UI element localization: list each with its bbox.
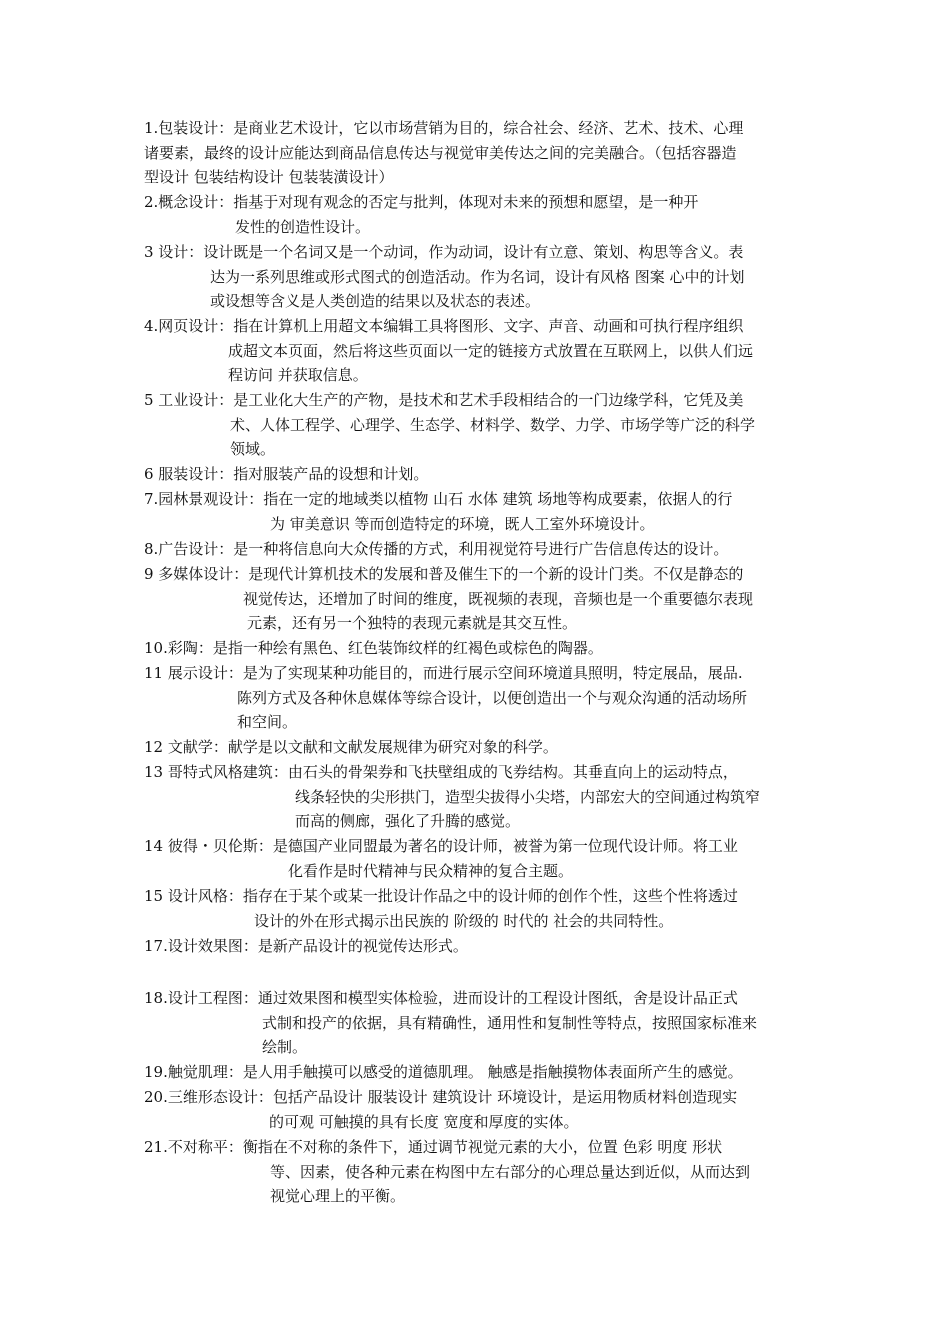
- entry-line: 达为一系列思维或形式图式的创造活动。作为名词，设计有风格 图案 心中的计划: [210, 267, 745, 286]
- definition-entry-3: [144, 240, 810, 314]
- entry-line: 14 彼得・贝伦斯：是德国产业同盟最为著名的设计师，被誉为第一位现代设计师。将工业: [144, 837, 738, 855]
- definition-entry-21: [144, 1135, 810, 1209]
- definition-entry-10: [144, 636, 810, 661]
- entry-line: 视觉心理上的平衡。: [270, 1187, 406, 1205]
- entry-line: 20.三维形态设计：包括产品设计 服装设计 建筑设计 环境设计，是运用物质材料创造现实: [144, 1088, 738, 1106]
- entry-line: 绘制。: [262, 1038, 308, 1056]
- entry-line: 化看作是时代精神与民众精神的复合主题。: [288, 861, 574, 880]
- entry-line: 陈列方式及各种休息媒体等综合设计，以便创造出一个与观众沟通的活动场所: [237, 688, 748, 707]
- entry-line: 18.设计工程图：通过效果图和模型实体检验，进而设计的工程设计图纸，舍是设计品正式: [144, 989, 738, 1007]
- entry-line: 的可观 可触摸的具有长度 宽度和厚度的实体。: [269, 1112, 579, 1131]
- entry-line: 程访问 并获取信息。: [228, 366, 368, 384]
- definition-entry-19: [144, 1060, 810, 1085]
- entry-line: 或设想等含义是人类创造的结果以及状态的表述。: [210, 292, 541, 310]
- entry-line: 6 服装设计：指对服装产品的设想和计划。: [144, 465, 429, 483]
- definition-entry-15: [144, 884, 810, 933]
- entry-line: 型设计 包装结构设计 包装装潢设计）: [144, 168, 394, 186]
- definition-entry-1: [144, 116, 810, 190]
- entry-line: 3 设计：设计既是一个名词又是一个动词，作为动词，设计有立意、策划、构思等含义。表: [144, 243, 744, 261]
- entry-line: 17.设计效果图：是新产品设计的视觉传达形式。: [144, 937, 468, 955]
- definition-entry-6: [144, 462, 810, 487]
- entry-line: 21.不对称平：衡指在不对称的条件下，通过调节视觉元素的大小，位置 色彩 明度 形状: [144, 1138, 723, 1156]
- entry-line: 术、人体工程学、心理学、生态学、材料学、数学、力学、市场学等广泛的科学: [230, 415, 756, 434]
- entry-line: 13 哥特式风格建筑：由石头的骨架券和飞扶壁组成的飞券结构。其垂直向上的运动特点，: [144, 763, 738, 781]
- definition-entry-11: [144, 661, 810, 735]
- entry-line: 4.网页设计：指在计算机上用超文本编辑工具将图形、文字、声音、动画和可执行程序组织: [144, 317, 744, 335]
- entry-line: 视觉传达，还增加了时间的维度，既视频的表现，音频也是一个重要德尔表现: [243, 589, 754, 608]
- entry-line: 领域。: [230, 440, 276, 458]
- definition-entry-18: [144, 986, 810, 1060]
- definition-entry-12: [144, 735, 810, 760]
- definition-entry-7: [144, 487, 810, 536]
- definition-entry-2: [144, 190, 810, 239]
- entry-line: 线条轻快的尖形拱门，造型尖拔得小尖塔，内部宏大的空间通过构筑窄: [295, 787, 761, 806]
- entry-line: 设计的外在形式揭示出民族的 阶级的 时代的 社会的共同特性。: [254, 911, 674, 930]
- definition-entry-4: [144, 314, 810, 388]
- entry-line: 11 展示设计：是为了实现某种功能目的，而进行展示空间环境道具照明，特定展品，展品.: [144, 664, 743, 682]
- definition-entry-13: [144, 760, 810, 834]
- entry-line: 元素，还有另一个独特的表现元素就是其交互性。: [247, 614, 578, 632]
- entry-line: 15 设计风格：指存在于某个或某一批设计作品之中的设计师的创作个性，这些个性将透过: [144, 887, 738, 905]
- entry-line: 诸要素，最终的设计应能达到商品信息传达与视觉审美传达之间的完美融合。（包括容器造: [144, 143, 737, 162]
- entry-line: 5 工业设计：是工业化大生产的产物，是技术和艺术手段相结合的一门边缘学科，它凭及美: [144, 391, 744, 409]
- definition-entry-14: [144, 834, 810, 883]
- entry-line: 为 审美意识 等而创造特定的环境，既人工室外环境设计。: [270, 514, 655, 533]
- entry-line: 10.彩陶：是指一种绘有黑色、红色装饰纹样的红褐色或棕色的陶器。: [144, 639, 603, 657]
- entry-line: 8.广告设计：是一种将信息向大众传播的方式，利用视觉符号进行广告信息传达的设计。: [144, 540, 729, 558]
- entry-line: 9 多媒体设计：是现代计算机技术的发展和普及催生下的一个新的设计门类。不仅是静态的: [144, 565, 744, 583]
- definition-entry-17: [144, 934, 810, 959]
- entry-line: 12 文献学：献学是以文献和文献发展规律为研究对象的科学。: [144, 738, 558, 756]
- entry-line: 19.触觉肌理：是人用手触摸可以感受的道德肌理。 触感是指触摸物体表面所产生的感觉。: [144, 1063, 743, 1081]
- entry-line: 和空间。: [237, 713, 298, 731]
- definition-entry-8: [144, 537, 810, 562]
- entry-line: 成超文本页面，然后将这些页面以一定的链接方式放置在互联网上，以供人们远: [228, 341, 754, 360]
- entry-line: 而高的侧廊，强化了升腾的感觉。: [295, 812, 521, 830]
- entry-line: 1.包装设计：是商业艺术设计，它以市场营销为目的，综合社会、经济、艺术、技术、心理: [144, 119, 744, 137]
- entry-line: 等、因素，使各种元素在构图中左右部分的心理总量达到近似，从而达到: [270, 1162, 751, 1181]
- entry-line: 7.园林景观设计：指在一定的地域类以植物 山石 水体 建筑 场地等构成要素，依据人的行: [144, 490, 733, 508]
- entry-line: 2.概念设计：指基于对现有观念的否定与批判，体现对未来的预想和愿望，是一种开: [144, 193, 699, 211]
- definition-entry-20: [144, 1085, 810, 1134]
- entry-line: 发性的创造性设计。: [235, 217, 371, 236]
- entry-line: 式制和投产的依据，具有精确性，通用性和复制性等特点，按照国家标准来: [262, 1013, 758, 1032]
- definition-entry-9: [144, 562, 810, 636]
- definition-entry-5: [144, 388, 810, 462]
